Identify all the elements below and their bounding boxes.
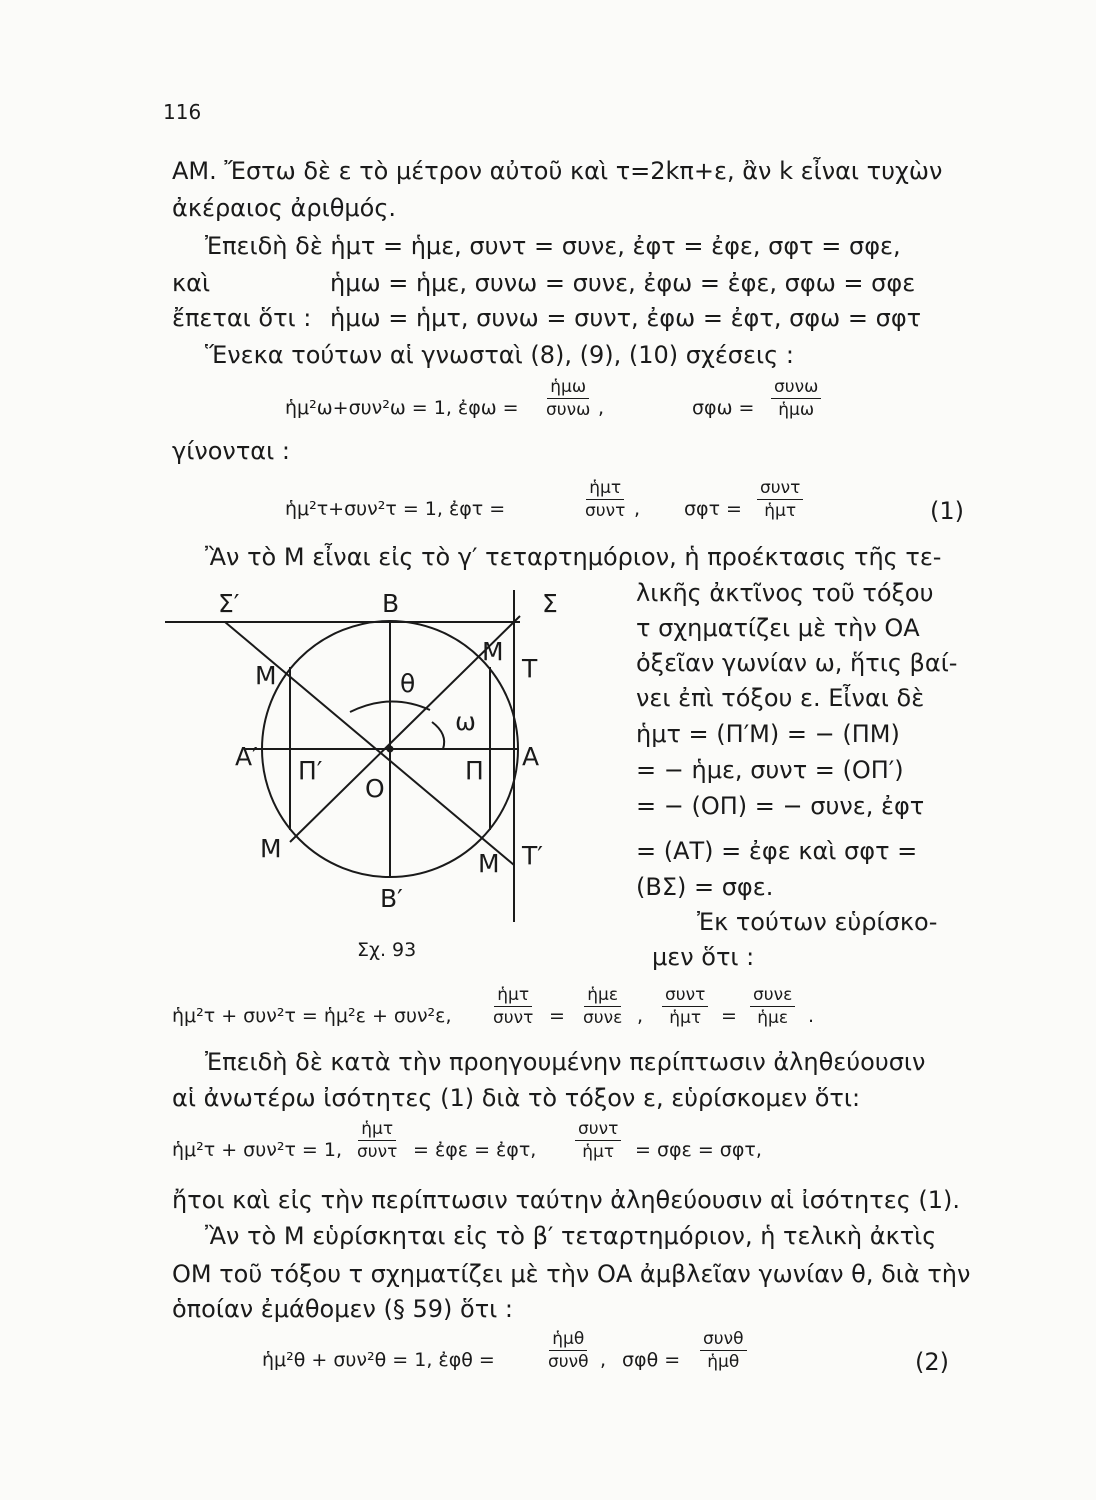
fraction-denominator: συνε: [583, 1008, 623, 1028]
label-m-upper-left: Μ: [255, 661, 277, 690]
fraction-cos-tau-over-sin-tau-2: [575, 1119, 621, 1162]
fraction-denominator: ἡμτ: [764, 501, 797, 521]
fraction-numerator: ἡμτ: [358, 1119, 396, 1141]
fraction-tan-theta: [545, 1329, 592, 1372]
figure-93: [160, 582, 630, 977]
text-line-5: ἡμω = ἡμτ, συνω = συντ, ἐφω = ἐφτ, σφω = σφτ: [330, 304, 922, 332]
equation-5-part-c: σφθ =: [622, 1349, 681, 1371]
fraction-numerator: συντ: [662, 985, 708, 1007]
fraction-denominator: ἡμε: [757, 1008, 789, 1028]
text-right-3: ὀξεῖαν γωνίαν ω, ἥτις βαί-: [636, 649, 958, 677]
fraction-denominator: συντ: [585, 501, 626, 521]
fraction-cot-tau: [757, 478, 803, 521]
figure-caption: Σχ. 93: [357, 939, 417, 961]
fraction-sin-tau-over-cos-tau-2: [354, 1119, 400, 1162]
text-line-7: γίνονται :: [172, 437, 290, 465]
text-right-7: = − (ΟΠ) = − συνε, ἐφτ: [636, 792, 925, 820]
text-line-1: ΑΜ. Ἔστω δὲ ε τὸ μέτρον αὐτοῦ καὶ τ=2kπ+ε, ἂν k εἶναι τυχὼν: [172, 157, 943, 185]
line-sigma-prime-t-prime: [225, 622, 514, 865]
text-right-2: τ σχηματίζει μὲ τὴν ΟΑ: [636, 614, 920, 642]
page-number: 116: [163, 100, 202, 124]
text-right-8: = (ΑΤ) = ἐφε καὶ σφτ =: [636, 837, 918, 865]
fraction-numerator: συντ: [757, 478, 803, 500]
text-line-6: Ἕνεκα τούτων αἱ γνωσταὶ (8), (9), (10) σχέσεις :: [205, 341, 794, 369]
text-line-13: ΟΜ τοῦ τόξου τ σχηματίζει μὲ τὴν ΟΑ ἀμβλεῖαν γωνίαν θ, διὰ τὴν: [172, 1260, 971, 1288]
label-m-lower-left: Μ: [260, 834, 282, 863]
fraction-numerator: συντ: [575, 1119, 621, 1141]
arc-omega: [432, 722, 444, 749]
label-pi: Π: [465, 756, 484, 785]
fraction-tan-tau: [582, 478, 628, 521]
label-sigma: Σ: [542, 589, 558, 618]
text-line-5-lead: ἔπεται ὅτι :: [172, 304, 312, 332]
equation-4-part-c: = σφε = σφτ,: [635, 1139, 762, 1161]
equation-3-period: .: [808, 1005, 815, 1027]
label-sigma-prime: Σ′: [218, 589, 240, 618]
fraction-numerator: συνω: [771, 377, 821, 399]
equation-5-comma: ,: [600, 1349, 607, 1371]
equation-number-2: (2): [915, 1348, 949, 1376]
text-right-10: Ἐκ τούτων εὑρίσκο-: [697, 908, 938, 936]
fraction-numerator: ἡμτ: [586, 478, 624, 500]
fraction-denominator: συνω: [546, 400, 591, 420]
equation-3-part-a: ἡμ²τ + συν²τ = ἡμ²ε + συν²ε,: [172, 1005, 452, 1027]
text-line-2: ἀκέραιος ἀριθμός.: [172, 194, 397, 222]
equation-2-comma: ,: [634, 498, 641, 520]
text-right-5: ἡμτ = (Π′Μ) = − (ΠΜ): [636, 720, 900, 748]
text-line-14: ὁποίαν ἐμάθομεν (§ 59) ὅτι :: [172, 1295, 513, 1323]
fraction-tan-omega: [543, 377, 593, 420]
equation-4-part-b: = ἐφε = ἐφτ,: [413, 1139, 537, 1161]
label-m-upper-right: Μ: [482, 637, 504, 666]
text-line-12: Ἂν τὸ Μ εὑρίσκηται εἰς τὸ β′ τεταρτημόριον, ἡ τελικὴ ἀκτὶς: [205, 1222, 937, 1250]
center-point: [387, 746, 394, 753]
text-line-4-lead: καὶ: [172, 269, 211, 297]
text-right-11: μεν ὅτι :: [652, 943, 755, 971]
fraction-sin-tau-over-cos-tau: [490, 985, 536, 1028]
text-line-3: Ἐπειδὴ δὲ ἡμτ = ἡμε, συντ = συνε, ἐφτ = ἐφε, σφτ = σφε,: [205, 232, 901, 260]
fraction-denominator: ἡμτ: [669, 1008, 702, 1028]
fraction-cos-eps-over-sin-eps: [750, 985, 795, 1028]
equation-2-part-c: σφτ =: [684, 498, 742, 520]
text-line-4: ἡμω = ἡμε, συνω = συνε, ἐφω = ἐφε, σφω = σφε: [330, 269, 916, 297]
fraction-denominator: ἡμτ: [582, 1142, 615, 1162]
fraction-numerator: ἡμω: [547, 377, 589, 399]
label-t-upper: Τ: [522, 654, 538, 683]
label-a-prime: Α′: [235, 742, 258, 771]
label-theta: θ: [400, 669, 416, 698]
fraction-sin-eps-over-cos-eps: [580, 985, 625, 1028]
text-right-4: νει ἐπὶ τόξου ε. Εἶναι δὲ: [636, 684, 925, 712]
text-line-10: αἱ ἀνωτέρω ἰσότητες (1) διὰ τὸ τόξον ε, εὑρίσκομεν ὅτι:: [172, 1084, 861, 1112]
fraction-numerator: ἡμθ: [549, 1329, 587, 1351]
text-line-11: ἤτοι καὶ εἰς τὴν περίπτωσιν ταύτην ἀληθεύουσιν αἱ ἰσότητες (1).: [172, 1186, 961, 1214]
fraction-denominator: ἡμω: [778, 400, 815, 420]
label-pi-prime: Π′: [298, 756, 323, 785]
fraction-denominator: συντ: [357, 1142, 398, 1162]
text-right-9: (ΒΣ) = σφε.: [636, 873, 774, 901]
text-right-6: = − ἡμε, συντ = (ΟΠ′): [636, 756, 904, 784]
fraction-cos-tau-over-sin-tau: [662, 985, 708, 1028]
fraction-cot-theta: [700, 1329, 747, 1372]
label-m-lower-right: Μ: [478, 849, 500, 878]
equation-number-1: (1): [930, 497, 964, 525]
label-beta-top: Β: [382, 589, 400, 618]
equation-1-part-a: ἡμ²ω+συν²ω = 1, ἐφω =: [285, 397, 519, 419]
text-right-1: λικῆς ἀκτῖνος τοῦ τόξου: [636, 579, 934, 607]
fraction-denominator: συνθ: [548, 1352, 589, 1372]
equation-4-part-a: ἡμ²τ + συν²τ = 1,: [172, 1139, 343, 1161]
equation-3-equals-1: =: [549, 1005, 565, 1027]
equation-3-equals-2: =: [721, 1005, 737, 1027]
equation-5-part-a: ἡμ²θ + συν²θ = 1, ἐφθ =: [262, 1349, 495, 1371]
fraction-numerator: ἡμε: [584, 985, 621, 1007]
label-o-center: Ο: [365, 774, 385, 803]
text-line-9: Ἐπειδὴ δὲ κατὰ τὴν προηγουμένην περίπτωσιν ἀληθεύουσιν: [205, 1048, 926, 1076]
label-t-lower: Τ′: [522, 841, 543, 870]
equation-2-part-a: ἡμ²τ+συν²τ = 1, ἐφτ =: [285, 498, 506, 520]
equation-1-part-c: σφω =: [692, 397, 755, 419]
fraction-numerator: συνθ: [700, 1329, 747, 1351]
fraction-denominator: συντ: [493, 1008, 534, 1028]
text-line-8: Ἂν τὸ Μ εἶναι εἰς τὸ γ′ τεταρτημόριον, ἡ προέκτασις τῆς τε-: [205, 543, 942, 571]
equation-3-comma: ,: [637, 1005, 644, 1027]
label-omega: ω: [455, 707, 476, 736]
equation-1-comma: ,: [598, 397, 605, 419]
label-beta-bottom: Β′: [380, 884, 403, 913]
fraction-denominator: ἡμθ: [707, 1352, 740, 1372]
fraction-numerator: ἡμτ: [494, 985, 532, 1007]
label-a: Α: [522, 742, 540, 771]
fraction-numerator: συνε: [750, 985, 795, 1007]
fraction-cot-omega: [771, 377, 821, 420]
